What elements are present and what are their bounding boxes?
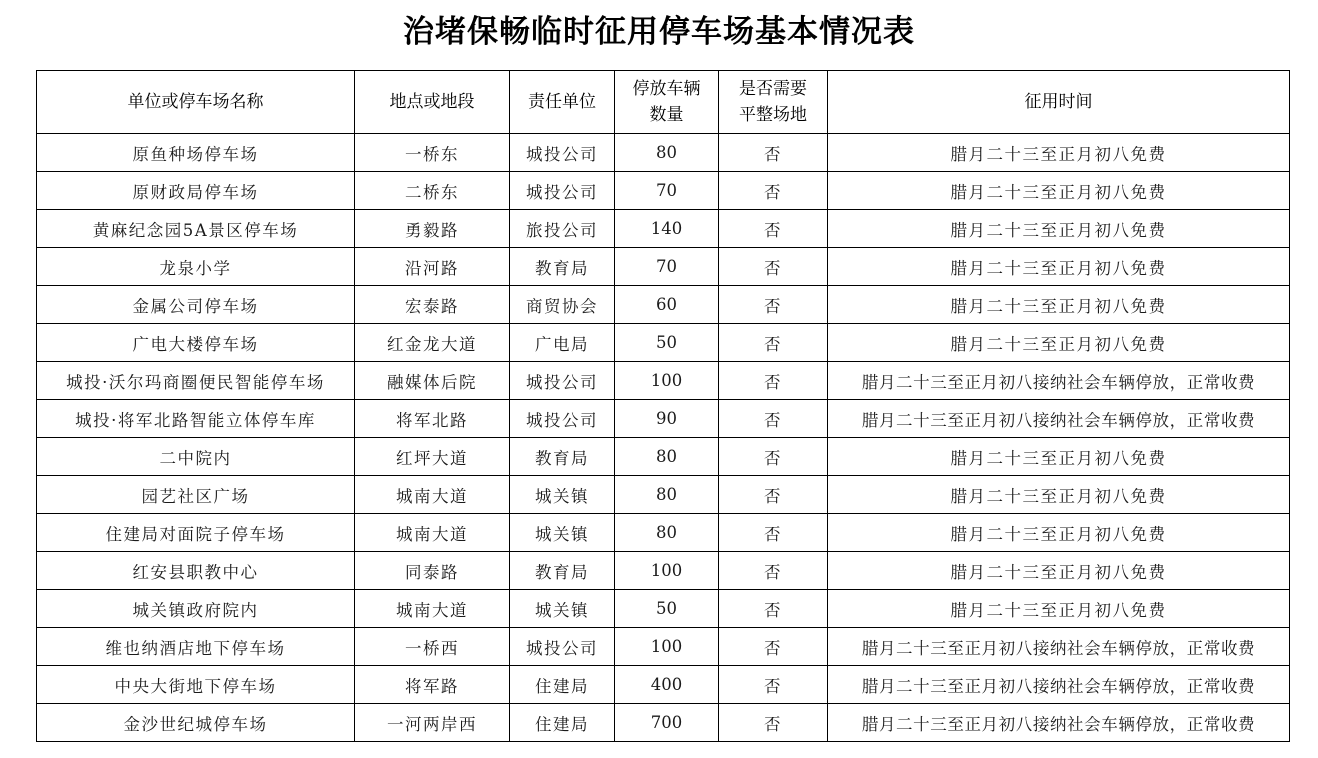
document-title: 治堵保畅临时征用停车场基本情况表: [403, 14, 915, 50]
cell-time: 腊月二十三至正月初八免费: [828, 476, 1290, 514]
header-leveling-line2: 平整场地: [739, 105, 807, 125]
cell-time: 腊月二十三至正月初八免费: [828, 172, 1290, 210]
cell-location: 将军北路: [355, 400, 510, 438]
cell-location: 宏泰路: [355, 286, 510, 324]
cell-leveling: 否: [719, 362, 828, 400]
cell-leveling: 否: [719, 438, 828, 476]
cell-leveling: 否: [719, 628, 828, 666]
cell-name: 红安县职教中心: [37, 552, 355, 590]
cell-leveling: 否: [719, 400, 828, 438]
cell-location: 沿河路: [355, 248, 510, 286]
cell-leveling: 否: [719, 514, 828, 552]
table-row: [37, 590, 1290, 628]
cell-time: 腊月二十三至正月初八接纳社会车辆停放，正常收费: [828, 362, 1290, 400]
cell-unit: 住建局: [510, 666, 615, 704]
cell-capacity: 60: [615, 286, 719, 324]
cell-unit: 城投公司: [510, 172, 615, 210]
cell-capacity: 140: [615, 210, 719, 248]
cell-leveling: 否: [719, 172, 828, 210]
cell-location: 二桥东: [355, 172, 510, 210]
header-time: 征用时间: [828, 71, 1290, 134]
cell-location: 城南大道: [355, 590, 510, 628]
cell-name: 金属公司停车场: [37, 286, 355, 324]
cell-unit: 教育局: [510, 438, 615, 476]
table-row: [37, 514, 1290, 552]
cell-leveling: 否: [719, 704, 828, 742]
cell-unit: 广电局: [510, 324, 615, 362]
table-row: [37, 362, 1290, 400]
header-unit: 责任单位: [510, 71, 615, 134]
cell-unit: 城投公司: [510, 362, 615, 400]
cell-location: 城南大道: [355, 476, 510, 514]
cell-unit: 城关镇: [510, 476, 615, 514]
cell-location: 一桥东: [355, 134, 510, 172]
table-row: [37, 438, 1290, 476]
cell-location: 勇毅路: [355, 210, 510, 248]
cell-capacity: 80: [615, 514, 719, 552]
cell-location: 同泰路: [355, 552, 510, 590]
cell-capacity: 400: [615, 666, 719, 704]
cell-leveling: 否: [719, 134, 828, 172]
cell-time: 腊月二十三至正月初八免费: [828, 438, 1290, 476]
cell-capacity: 80: [615, 476, 719, 514]
header-capacity: [615, 71, 719, 134]
cell-capacity: 50: [615, 590, 719, 628]
cell-capacity: 90: [615, 400, 719, 438]
cell-leveling: 否: [719, 590, 828, 628]
cell-unit: 城投公司: [510, 134, 615, 172]
cell-unit: 城关镇: [510, 590, 615, 628]
cell-time: 腊月二十三至正月初八免费: [828, 210, 1290, 248]
table-row: [37, 210, 1290, 248]
cell-time: 腊月二十三至正月初八接纳社会车辆停放，正常收费: [828, 400, 1290, 438]
cell-name: 城投·将军北路智能立体停车库: [37, 400, 355, 438]
table-row: [37, 172, 1290, 210]
cell-leveling: 否: [719, 324, 828, 362]
table-row: [37, 666, 1290, 704]
cell-name: 黄麻纪念园5A景区停车场: [37, 210, 355, 248]
cell-location: 一桥西: [355, 628, 510, 666]
cell-name: 龙泉小学: [37, 248, 355, 286]
cell-capacity: 80: [615, 438, 719, 476]
table-row: [37, 286, 1290, 324]
cell-name: 二中院内: [37, 438, 355, 476]
cell-location: 将军路: [355, 666, 510, 704]
cell-time: 腊月二十三至正月初八免费: [828, 552, 1290, 590]
cell-name: 中央大街地下停车场: [37, 666, 355, 704]
table-row: [37, 552, 1290, 590]
cell-unit: 教育局: [510, 552, 615, 590]
table-row: [37, 248, 1290, 286]
cell-location: 红金龙大道: [355, 324, 510, 362]
cell-capacity: 70: [615, 172, 719, 210]
cell-location: 城南大道: [355, 514, 510, 552]
table-row: [37, 324, 1290, 362]
cell-time: 腊月二十三至正月初八免费: [828, 590, 1290, 628]
cell-time: 腊月二十三至正月初八免费: [828, 248, 1290, 286]
cell-location: 一河两岸西: [355, 704, 510, 742]
cell-leveling: 否: [719, 552, 828, 590]
cell-name: 园艺社区广场: [37, 476, 355, 514]
cell-name: 城投·沃尔玛商圈便民智能停车场: [37, 362, 355, 400]
table-body: [37, 134, 1290, 742]
cell-time: 腊月二十三至正月初八接纳社会车辆停放，正常收费: [828, 704, 1290, 742]
cell-time: 腊月二十三至正月初八免费: [828, 134, 1290, 172]
cell-time: 腊月二十三至正月初八免费: [828, 286, 1290, 324]
table-row: [37, 704, 1290, 742]
cell-unit: 城关镇: [510, 514, 615, 552]
cell-name: 维也纳酒店地下停车场: [37, 628, 355, 666]
cell-leveling: 否: [719, 476, 828, 514]
cell-name: 广电大楼停车场: [37, 324, 355, 362]
cell-name: 城关镇政府院内: [37, 590, 355, 628]
cell-name: 住建局对面院子停车场: [37, 514, 355, 552]
cell-unit: 商贸协会: [510, 286, 615, 324]
cell-name: 金沙世纪城停车场: [37, 704, 355, 742]
table-header-row: [37, 71, 1290, 134]
table-row: [37, 476, 1290, 514]
header-name: 单位或停车场名称: [37, 71, 355, 134]
parking-lot-table: [36, 70, 1290, 742]
cell-unit: 住建局: [510, 704, 615, 742]
header-leveling-line1: 是否需要: [739, 79, 807, 99]
header-leveling: [719, 71, 828, 134]
cell-unit: 旅投公司: [510, 210, 615, 248]
cell-capacity: 100: [615, 552, 719, 590]
cell-unit: 教育局: [510, 248, 615, 286]
cell-location: 红坪大道: [355, 438, 510, 476]
cell-time: 腊月二十三至正月初八接纳社会车辆停放，正常收费: [828, 666, 1290, 704]
header-capacity-line2: 数量: [649, 105, 684, 125]
cell-time: 腊月二十三至正月初八免费: [828, 324, 1290, 362]
cell-capacity: 100: [615, 628, 719, 666]
cell-capacity: 80: [615, 134, 719, 172]
header-capacity-line1: 停放车辆: [632, 79, 701, 99]
header-location: 地点或地段: [355, 71, 510, 134]
table-row: [37, 628, 1290, 666]
cell-leveling: 否: [719, 210, 828, 248]
table-row: [37, 400, 1290, 438]
cell-unit: 城投公司: [510, 400, 615, 438]
cell-capacity: 700: [615, 704, 719, 742]
cell-leveling: 否: [719, 248, 828, 286]
cell-time: 腊月二十三至正月初八接纳社会车辆停放，正常收费: [828, 628, 1290, 666]
cell-unit: 城投公司: [510, 628, 615, 666]
cell-capacity: 50: [615, 324, 719, 362]
table-row: [37, 134, 1290, 172]
cell-capacity: 70: [615, 248, 719, 286]
cell-capacity: 100: [615, 362, 719, 400]
cell-location: 融媒体后院: [355, 362, 510, 400]
cell-name: 原鱼种场停车场: [37, 134, 355, 172]
cell-leveling: 否: [719, 666, 828, 704]
cell-leveling: 否: [719, 286, 828, 324]
cell-time: 腊月二十三至正月初八免费: [828, 514, 1290, 552]
cell-name: 原财政局停车场: [37, 172, 355, 210]
